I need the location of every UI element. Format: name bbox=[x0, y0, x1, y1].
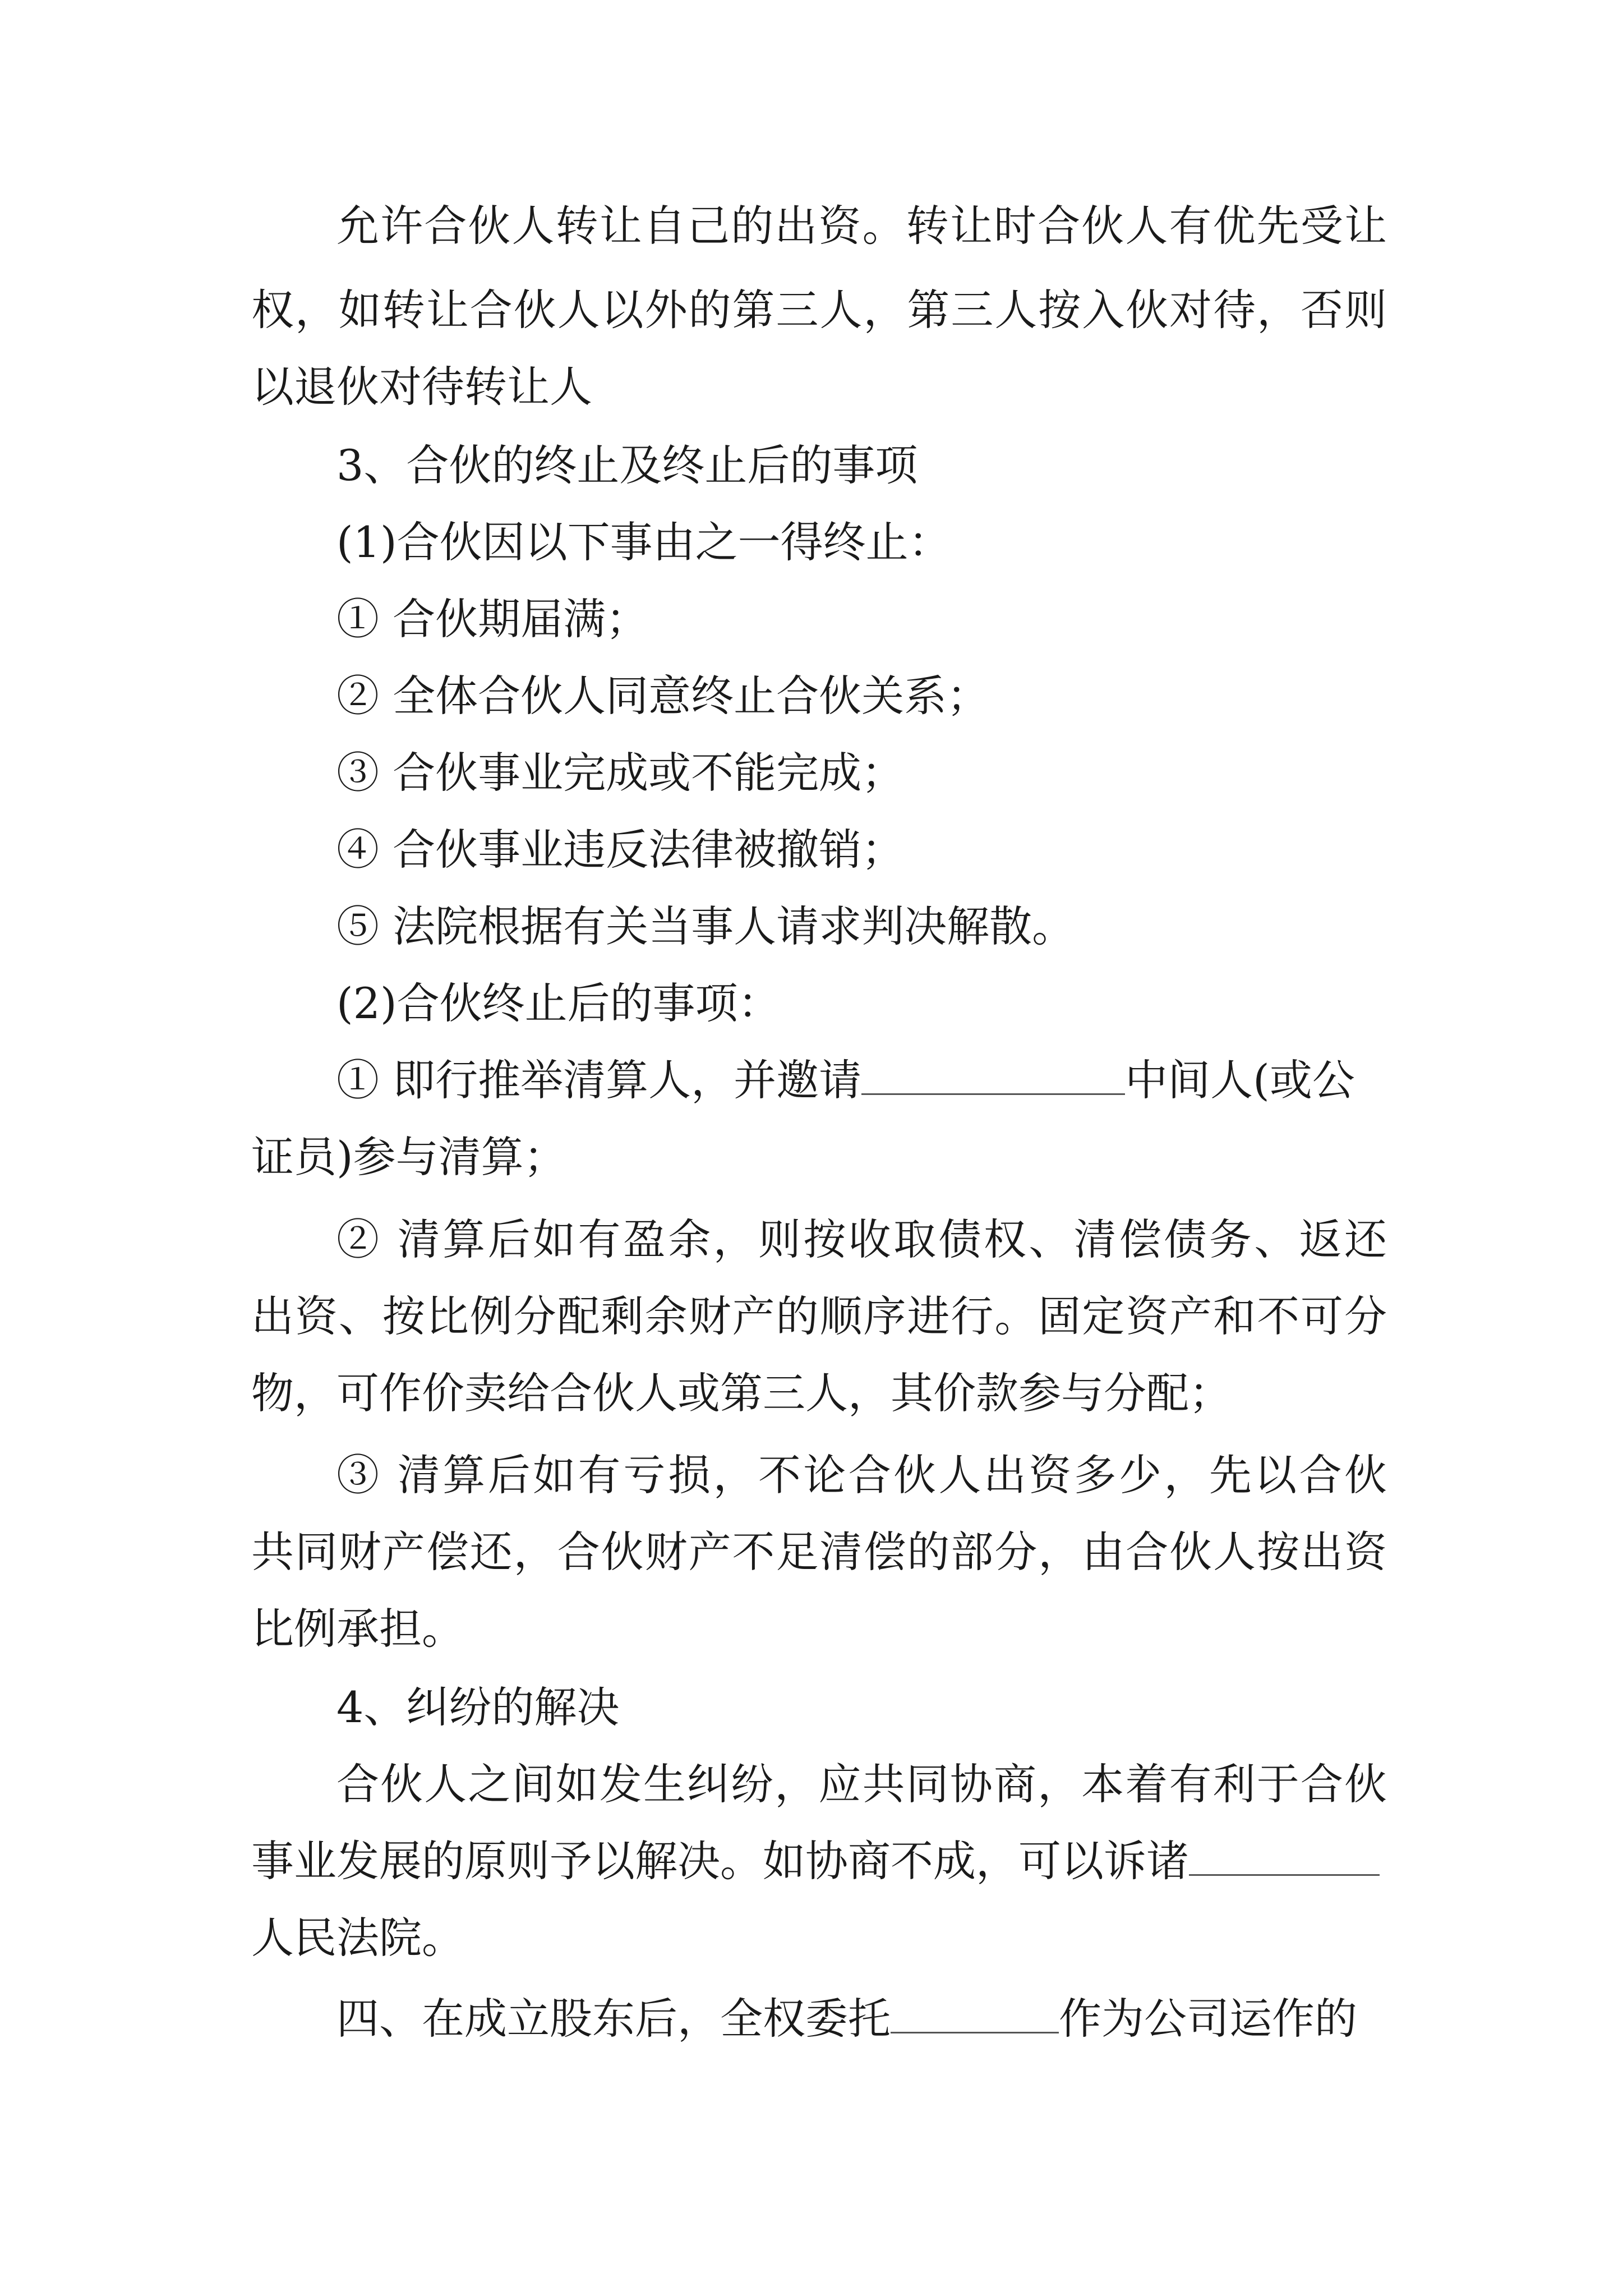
text-segment: 事业发展的原则予以解决。如协商不成，可以诉诸 bbox=[251, 1836, 1189, 1886]
list-item: ② 清算后如有盈余，则按收取债权、清偿债务、返还 bbox=[336, 1214, 1387, 1264]
paragraph-line: 人民法院。 bbox=[251, 1913, 464, 1963]
paragraph-line: 合伙人之间如发生纠纷，应共同协商，本着有利于合伙 bbox=[336, 1759, 1387, 1809]
fill-in-blank[interactable] bbox=[1189, 1836, 1380, 1876]
list-item: ④ 合伙事业违反法律被撤销； bbox=[336, 825, 905, 875]
fill-in-blank[interactable] bbox=[861, 1055, 1125, 1095]
paragraph-line: 比例承担。 bbox=[251, 1604, 464, 1654]
paragraph-line bbox=[251, 1833, 1387, 1889]
subsection-heading: (2)合伙终止后的事项： bbox=[336, 978, 781, 1028]
list-item: ③ 清算后如有亏损，不论合伙人出资多少，先以合伙 bbox=[336, 1450, 1387, 1500]
subsection-heading: (1)合伙因以下事由之一得终止： bbox=[336, 517, 951, 567]
section-heading: 3、合伙的终止及终止后的事项 bbox=[336, 440, 918, 490]
paragraph-line: 物，可作价卖给合伙人或第三人，其价款参与分配； bbox=[251, 1368, 1232, 1418]
paragraph-line bbox=[251, 1991, 1387, 2047]
list-item bbox=[251, 1052, 1387, 1108]
paragraph-line: 证员)参与清算； bbox=[251, 1132, 566, 1182]
paragraph-line: 允许合伙人转让自己的出资。转让时合伙人有优先受让 bbox=[336, 201, 1387, 251]
list-item: ⑤ 法院根据有关当事人请求判决解散。 bbox=[336, 901, 1075, 951]
paragraph-line: 权，如转让合伙人以外的第三人，第三人按入伙对待，否则 bbox=[251, 285, 1387, 335]
list-item: ③ 合伙事业完成或不能完成； bbox=[336, 748, 905, 798]
fill-in-blank[interactable] bbox=[891, 1994, 1059, 2033]
paragraph-line: 共同财产偿还，合伙财产不足清偿的部分，由合伙人按出资 bbox=[251, 1527, 1387, 1577]
list-item: ② 全体合伙人同意终止合伙关系； bbox=[336, 671, 990, 721]
section-heading: 4、纠纷的解决 bbox=[336, 1682, 620, 1732]
text-segment: 作为公司运作的 bbox=[1059, 1994, 1357, 2044]
paragraph-line: 出资、按比例分配剩余财产的顺序进行。固定资产和不可分 bbox=[251, 1291, 1387, 1341]
text-segment: 四、在成立股东后，全权委托 bbox=[336, 1994, 891, 2044]
text-segment: 中间人(或公 bbox=[1125, 1055, 1355, 1105]
paragraph-line: 以退伙对待转让人 bbox=[251, 362, 592, 412]
list-item: ① 合伙期届满； bbox=[336, 594, 649, 644]
text-segment: ① 即行推举清算人，并邀请 bbox=[336, 1055, 862, 1105]
